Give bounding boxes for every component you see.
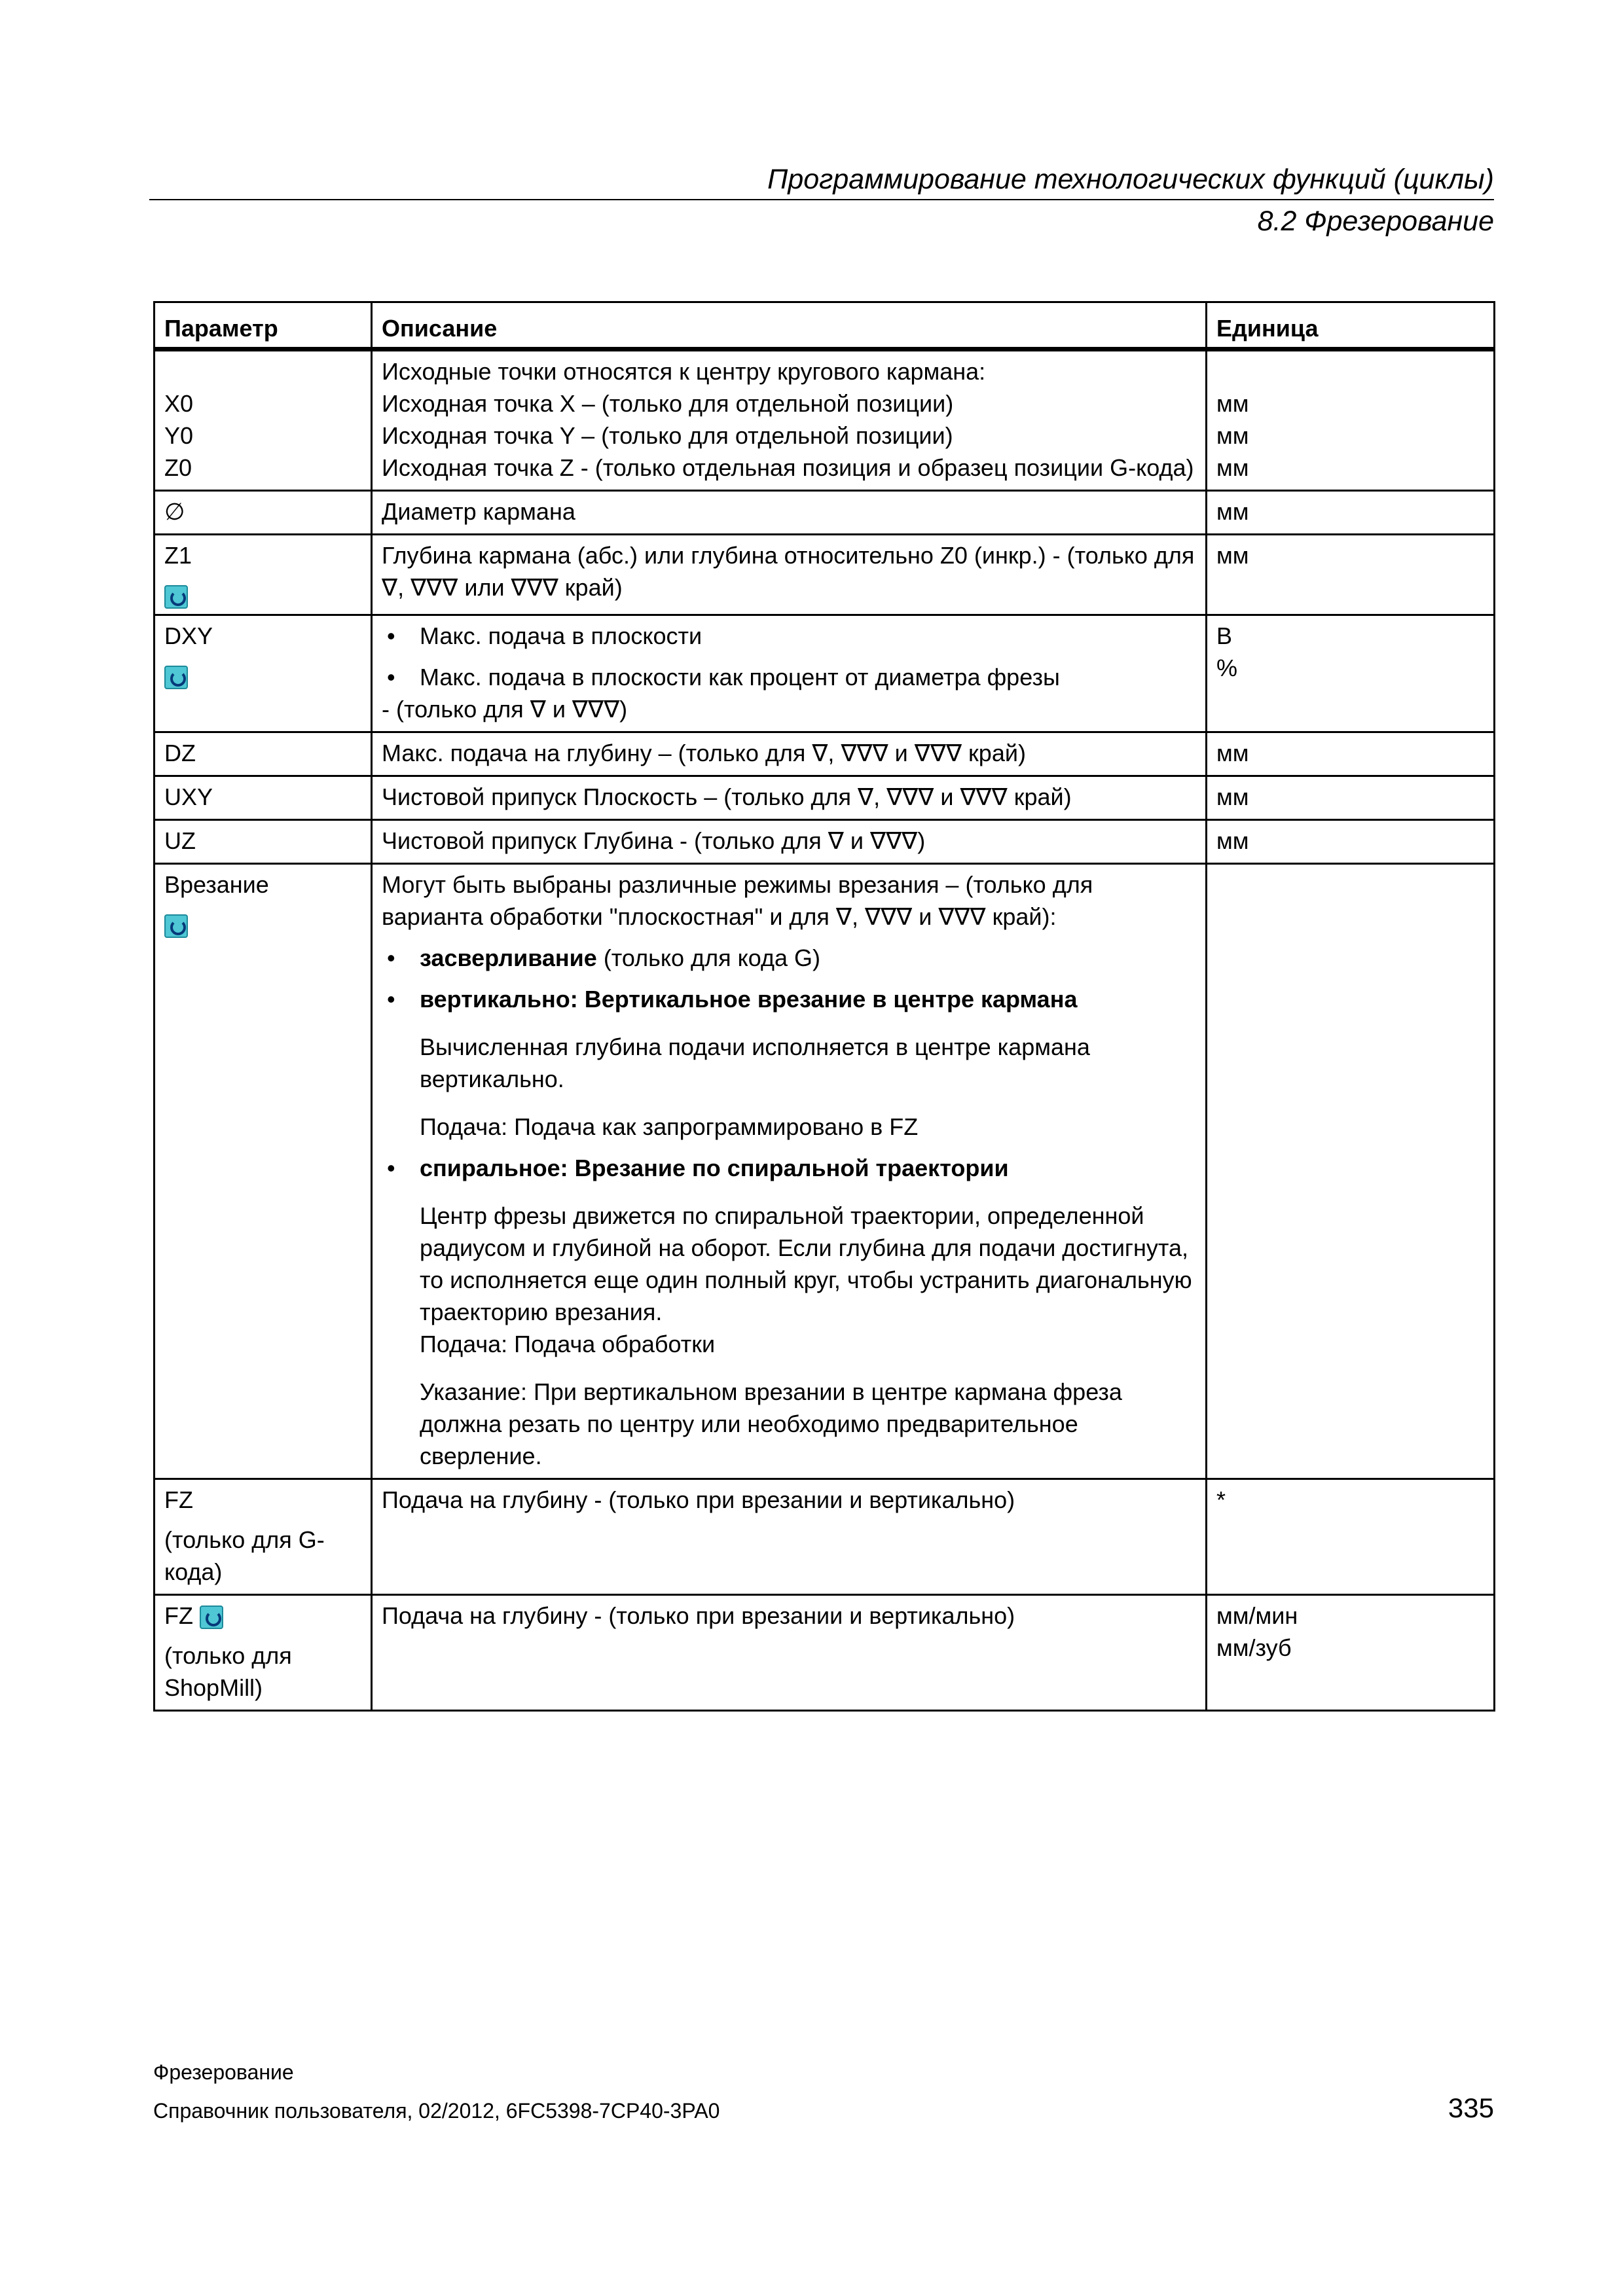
- param-cell: [155, 535, 372, 615]
- param-diameter: ∅: [155, 491, 372, 535]
- alternating-toggle-icon: [200, 1605, 223, 1629]
- desc-y0: Исходная точка Y – (только для отдельной позиции): [382, 422, 953, 449]
- unit-x0: мм: [1216, 390, 1249, 417]
- desc-dz: Макс. подача на глубину – (только для ∇, ∇∇∇ и ∇∇∇ край): [372, 732, 1207, 776]
- unit-diameter: мм: [1207, 491, 1495, 535]
- param-cell: [155, 350, 372, 491]
- helical-label: спиральное: Врезание по спиральной траектории: [420, 1155, 1009, 1181]
- table-row-diameter: [155, 491, 1495, 535]
- insertion-bullet-vertical: [382, 983, 1196, 1015]
- unit-uxy: мм: [1207, 776, 1495, 820]
- vertical-description: Вычисленная глубина подачи исполняется в центре кармана вертикально.: [420, 1033, 1090, 1092]
- param-cell: [155, 864, 372, 1479]
- param-x0: X0: [164, 390, 194, 417]
- table-header-row: [155, 302, 1495, 350]
- insertion-bullet-helical: [382, 1152, 1196, 1184]
- column-header-parameter: Параметр: [155, 302, 372, 350]
- unit-fz-mm-tooth: мм/зуб: [1216, 1634, 1292, 1661]
- section-title: 8.2 Фрезерование: [1257, 206, 1494, 237]
- vertical-feed: Подача: Подача как запрограммировано в FZ: [420, 1113, 919, 1140]
- param-cell: [155, 1479, 372, 1595]
- param-dxy: DXY: [164, 622, 213, 649]
- insertion-bullet-drilling: [382, 942, 1196, 974]
- column-header-description: Описание: [372, 302, 1207, 350]
- page-number: 335: [1448, 2092, 1494, 2123]
- unit-z1: мм: [1207, 535, 1495, 615]
- insertion-intro: Могут быть выбраны различные режимы врезания – (только для варианта обработки "плоскостная" и для ∇, ∇∇∇ и ∇∇∇ край):: [382, 871, 1093, 930]
- param-z0: Z0: [164, 454, 192, 481]
- param-uz: UZ: [155, 820, 372, 864]
- table-row-z1: [155, 535, 1495, 615]
- param-z1: Z1: [164, 542, 192, 569]
- table-row-uxy: [155, 776, 1495, 820]
- header-rule: [149, 199, 1494, 200]
- desc-fz-gcode: Подача на глубину - (только при врезании и вертикально): [372, 1479, 1207, 1595]
- start-points-intro: Исходные точки относятся к центру кругового кармана:: [382, 358, 986, 385]
- dxy-note: - (только для ∇ и ∇∇∇): [382, 696, 628, 723]
- alternating-toggle-icon: [164, 914, 188, 938]
- unit-y0: мм: [1216, 422, 1249, 449]
- unit-dxy-1: B: [1216, 622, 1233, 649]
- dxy-bullet-1: • Макс. подача в плоскости: [382, 620, 1196, 652]
- unit-insertion: [1207, 864, 1495, 1479]
- desc-diameter: Диаметр кармана: [372, 491, 1207, 535]
- unit-fz-mm-min: мм/мин: [1216, 1602, 1298, 1629]
- footer-document-title: Фрезерование: [153, 2060, 294, 2084]
- helical-feed: Подача: Подача обработки: [420, 1331, 716, 1357]
- desc-x0: Исходная точка X – (только для отдельной позиции): [382, 390, 954, 417]
- param-cell: [155, 615, 372, 732]
- desc-uz: Чистовой припуск Глубина - (только для ∇ и ∇∇∇): [372, 820, 1207, 864]
- param-fz: FZ: [164, 1486, 193, 1513]
- table-row-uz: [155, 820, 1495, 864]
- unit-dxy-2: %: [1216, 655, 1238, 681]
- param-fz: FZ: [164, 1602, 193, 1629]
- unit-cell: [1207, 350, 1495, 491]
- description-cell: [372, 864, 1207, 1479]
- table-row-dxy: [155, 615, 1495, 732]
- param-dz: DZ: [155, 732, 372, 776]
- parameter-table: [153, 301, 1495, 1712]
- drilling-note: (только для кода G): [596, 944, 820, 971]
- desc-z0: Исходная точка Z - (только отдельная позиция и образец позиции G-кода): [382, 454, 1194, 481]
- desc-z1: Глубина кармана (абс.) или глубина относительно Z0 (инкр.) - (только для ∇, ∇∇∇ или ∇∇∇ край): [372, 535, 1207, 615]
- param-fz-scope: (только для ShopMill): [164, 1642, 292, 1701]
- param-fz-scope: (только для G-кода): [164, 1526, 325, 1585]
- helical-description: Центр фрезы движется по спиральной траектории, определенной радиусом и глубиной на оборот. Если глубина для подачи достигнута, то исполняется еще один полный круг, чтобы устранить диагональную траекторию врезания.: [420, 1202, 1192, 1325]
- footer-manual-info: Справочник пользователя, 02/2012, 6FC5398-7CP40-3PA0: [153, 2099, 720, 2123]
- param-cell: [155, 1595, 372, 1711]
- unit-uz: мм: [1207, 820, 1495, 864]
- table-row-start-points: [155, 350, 1495, 491]
- vertical-label: вертикально: Вертикальное врезание в центре кармана: [420, 986, 1078, 1013]
- description-cell: [372, 615, 1207, 732]
- table-row-insertion: [155, 864, 1495, 1479]
- desc-fz-shopmill: Подача на глубину - (только при врезании и вертикально): [372, 1595, 1207, 1711]
- drilling-label: засверливание: [420, 944, 597, 971]
- unit-dz: мм: [1207, 732, 1495, 776]
- column-header-unit: Единица: [1207, 302, 1495, 350]
- unit-cell: [1207, 1595, 1495, 1711]
- unit-z0: мм: [1216, 454, 1249, 481]
- alternating-toggle-icon: [164, 585, 188, 609]
- param-insertion: Врезание: [164, 871, 269, 898]
- unit-cell: [1207, 615, 1495, 732]
- param-uxy: UXY: [155, 776, 372, 820]
- alternating-toggle-icon: [164, 666, 188, 689]
- dxy-bullet-2: • Макс. подача в плоскости как процент от диаметра фрезы: [382, 661, 1196, 693]
- chapter-title: Программирование технологических функций (циклы): [767, 164, 1494, 195]
- unit-fz-gcode: *: [1207, 1479, 1495, 1595]
- description-cell: [372, 350, 1207, 491]
- table-row-dz: [155, 732, 1495, 776]
- table-row-fz-shopmill: [155, 1595, 1495, 1711]
- param-y0: Y0: [164, 422, 194, 449]
- insertion-note: Указание: При вертикальном врезании в центре кармана фреза должна резать по центру или необходимо предварительное сверление.: [420, 1378, 1122, 1469]
- desc-uxy: Чистовой припуск Плоскость – (только для ∇, ∇∇∇ и ∇∇∇ край): [372, 776, 1207, 820]
- table-row-fz-gcode: [155, 1479, 1495, 1595]
